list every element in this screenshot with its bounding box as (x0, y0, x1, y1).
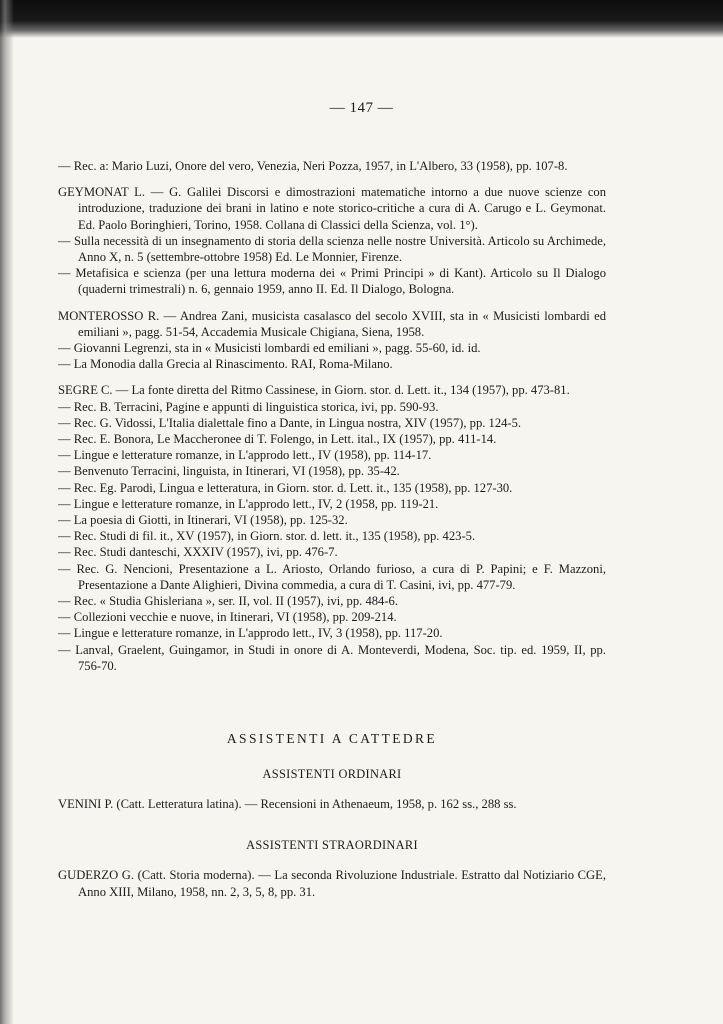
entry-segre-1: SEGRE C. — La fonte diretta del Ritmo Cassinese, in Giorn. stor. d. Lett. it., 134 (1957), pp. 473-81. (58, 383, 570, 398)
entry-geymonat-1: GEYMONAT L. — G. Galilei Discorsi e dimostrazioni matematiche intorno a due nuove scienze con introduzione, traduzione dei brani in latino e note storico-critiche a cura di A. Carugo e L. Geymonat. Ed. Paolo Boringhieri, Torino, 1958. Collana di Classici della Scienza, vol. 1°). (58, 185, 606, 232)
entry-segre-9: — La poesia di Giotti, in Itinerari, VI (1958), pp. 125-32. (58, 513, 348, 528)
entry-segre-3: — Rec. G. Vidossi, L'Italia dialettale fino a Dante, in Lingua nostra, XIV (1957), pp. 124-5. (58, 415, 522, 430)
entry-segre-12: — Rec. G. Nencioni, Presentazione a L. Ariosto, Orlando furioso, a cura di P. Papini; e F. Mazzoni, Presentazione a Dante Alighieri, Divina commedia, a cura di T. Casini, ivi, pp. 477-79. (58, 561, 606, 592)
subsection-title-ordinari: ASSISTENTI ORDINARI (262, 767, 402, 782)
entry-segre-5: — Lingue e letterature romanze, in L'approdo lett., IV (1958), pp. 114-17. (58, 448, 432, 463)
scan-left-edge (0, 0, 14, 1024)
entry-monterosso-2: — Giovanni Legrenzi, sta in « Musicisti lombardi ed emiliani », pagg. 55-60, id. id. (58, 341, 481, 356)
entry-monterosso-3: — La Monodia dalla Grecia al Rinascimento. RAI, Roma-Milano. (58, 357, 393, 372)
entry-segre-4: — Rec. E. Bonora, Le Maccheronee di T. Folengo, in Lett. ital., IX (1957), pp. 411-14. (58, 432, 497, 447)
entry-venini: VENINI P. (Catt. Letteratura latina). — Recensioni in Athenaeum, 1958, p. 162 ss., 288 ss. (58, 797, 517, 812)
entry-segre-13: — Rec. « Studia Ghisleriana », ser. II, vol. II (1957), ivi, pp. 484-6. (58, 594, 398, 609)
entry-guderzo: GUDERZO G. (Catt. Storia moderna). — La seconda Rivoluzione Industriale. Estratto dal Notiziario CGE, Anno XIII, Milano, 1958, nn. 2, 3, 5, 8, pp. 31. (58, 868, 606, 899)
page-number: — 147 — (329, 100, 394, 116)
bibliography-content (58, 158, 606, 900)
section-title: ASSISTENTI A CATTEDRE (226, 731, 438, 747)
entry-segre-15: — Lingue e letterature romanze, in L'approdo lett., IV, 3 (1958), pp. 117-20. (58, 626, 443, 641)
entry-segre-6: — Benvenuto Terracini, linguista, in Itinerari, VI (1958), pp. 35-42. (58, 464, 400, 479)
entry-segre-7: — Rec. Eg. Parodi, Lingua e letteratura, in Giorn. stor. d. Lett. it., 135 (1958), pp. 127-30. (58, 480, 513, 495)
entry-segre-8: — Lingue e letterature romanze, in L'approdo lett., IV, 2 (1958, pp. 119-21. (58, 496, 439, 511)
subsection-title-straordinari: ASSISTENTI STRAORDINARI (246, 838, 418, 853)
entry-segre-16: — Lanval, Graelent, Guingamor, in Studi in onore di A. Monteverdi, Modena, Soc. tip. ed. 1959, II, pp. 756-70. (58, 642, 606, 673)
entry-luzi-review: — Rec. a: Mario Luzi, Onore del vero, Venezia, Neri Pozza, 1957, in L'Albero, 33 (1958), pp. 107-8. (58, 159, 568, 173)
entry-segre-2: — Rec. B. Terracini, Pagine e appunti di linguistica storica, ivi, pp. 590-93. (58, 399, 439, 414)
entry-segre-10: — Rec. Studi di fil. it., XV (1957), in Giorn. stor. d. lett. it., 135 (1958), pp. 423-5. (58, 529, 476, 544)
entry-segre-11: — Rec. Studi danteschi, XXXIV (1957), ivi, pp. 476-7. (58, 545, 338, 560)
entry-monterosso-1: MONTEROSSO R. — Andrea Zani, musicista casalasco del secolo XVIII, sta in « Musicisti lombardi ed emiliani », pagg. 51-54, Accademia Musicale Chigiana, Siena, 1958. (58, 308, 606, 339)
entry-segre-14: — Collezioni vecchie e nuove, in Itinerari, VI (1958), pp. 209-214. (58, 610, 397, 625)
entry-geymonat-3: — Metafisica e scienza (per una lettura moderna dei « Primi Principi » di Kant). Articolo su Il Dialogo (quaderni trimestrali) n. 6, gennaio 1959, anno II. Ed. Il Dialogo, Bologna. (58, 266, 606, 297)
entry-geymonat-2: — Sulla necessità di un insegnamento di storia della scienza nelle nostre Università. Articolo su Archimede, Anno X, n. 5 (settembre-ottobre 1958) Ed. Le Monnier, Firenze. (58, 233, 606, 265)
scan-top-edge (0, 0, 723, 38)
